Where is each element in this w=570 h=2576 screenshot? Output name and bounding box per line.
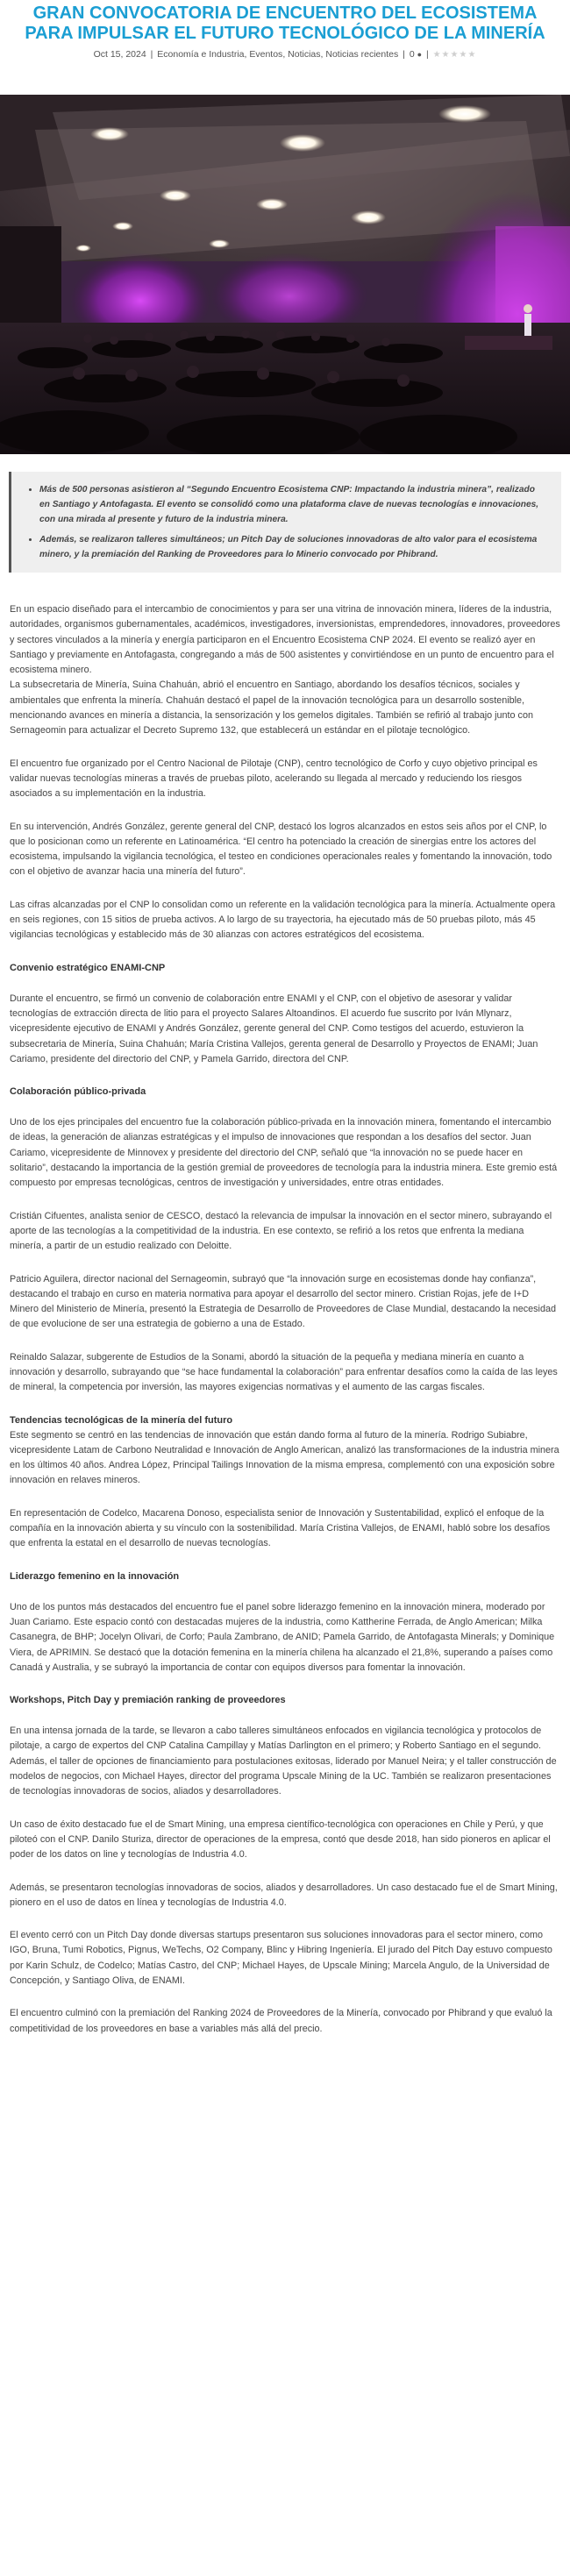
category-link-noticias[interactable]: Noticias (288, 49, 321, 60)
article-paragraph: Durante el encuentro, se firmó un convenio de colaboración entre ENAMI y el CNP, con el objetivo de asesorar y validar tecnologías de extracción directa de litio para el proyecto Salares Altoandinos. El acuerdo fue suscrito por Iván Mlynarz, vicepresidente ejecutivo de ENAMI y Andrés González, gerente general del CNP. Como testigos del acuerdo, estuvieron la subsecretaria de Minería, Suina Chahuán; María Cristina Vallejos, gerenta general de Desarrollo y Proyectos de ENAMI; Juan Cariamo, presidente del directorio del CNP, y Pamela Garrido, directora del CNP. (10, 993, 538, 1064)
category-link-economia[interactable]: Economía e Industria (157, 49, 245, 60)
article-paragraph: Cristián Cifuentes, analista senior de CESCO, destacó la relevancia de impulsar la innovación en el sector minero, subrayando el aporte de las tecnologías a la competitividad de la industria. En ese contexto, se refirió a los retos que enfrenta la mediana minería, a partir de un estudio realizado con Deloitte. (10, 1210, 552, 1252)
article-paragraph: Un caso de éxito destacado fue el de Smart Mining, una empresa científico-tecnológica con operaciones en Chile y Perú, y que piloteó con el CNP. Danilo Sturiza, director de operaciones de la empresa, contó que desde 2018, han sido pioneros en aplicar el poder de los datos on line y tecnologías de Industria 4.0. (10, 1818, 551, 1861)
article-paragraph: Uno de los ejes principales del encuentro fue la colaboración público-privada en la innovación minera, fomentando el intercambio de ideas, la generación de alianzas estratégicas y el impulso de innovaciones que respondan a los desafíos del sector. Juan Cariamo, vicepresidente de Minnovex y presidente del directorio del CNP, señaló que “la innovación no se puede hacer en solitario”, destacando la importancia de la gestión gremial de proveedores de tecnología para la industria minera. Este gremio está compuesto por empresas tecnológicas, centros de investigación y universidades, entre otras entidades. (10, 1117, 558, 1189)
highlight-item: • Además, se realizaron talleres simultáneos; un Pitch Day de soluciones innovadoras de alto valor para el ecosistema minero, y la premiación del Ranking de Proveedores para lo Minerio convocado por Phibrand. (39, 532, 545, 562)
category-link-noticias-recientes[interactable]: Noticias recientes (325, 49, 399, 60)
article-paragraph: La subsecretaria de Minería, Suina Chahuán, abrió el encuentro en Santiago, abordando los desafíos técnicos, sociales y ambientales que enfrenta la minería. Chahuán destacó el papel de la innovación tecnológica para un desarrollo sostenible, mencionando avances en minería a distancia, la sensorización y los gemelos digitales. También se refirió al trabajo junto con Sernageomin para actualizar el Decreto Supremo 132, que establecerá un estándar en el pilotaje tecnológico. (10, 680, 533, 737)
highlight-item: • Más de 500 personas asistieron al “Segundo Encuentro Ecosistema CNP: Impactando la industria minera”, realizado en Santiago y Antofagasta. El evento se consolidó como una plataforma clave de nuevas tecnologías e innovaciones, con una mirada al presente y futuro de la industria minera. (39, 482, 545, 527)
article-paragraph: Patricio Aguilera, director nacional del Sernageomin, subrayó que “la innovación surge en ecosistemas donde hay confianza”, destacando el trabajo en curso en materia normativa para apoyar el desarrollo del sector minero. Cristian Rojas, jefe de I+D Minero del Ministerio de Minería, presentó la Estrategia de Desarrollo de Proveedores de Clase Mundial, destacando la necesidad de que evolucione de ser una estrategia de gobierno a una de Estado. (10, 1273, 556, 1330)
highlights-box (9, 472, 561, 573)
article-paragraph: En su intervención, Andrés González, gerente general del CNP, destacó los logros alcanzados en estos seis años por el CNP, lo que lo posicionan como un referente en Latinoamérica. “El centro ha potenciado la creación de sinergias entre los actores del ecosistema, impulsando la vigilancia tecnológica, el testeo en condiciones operacionales reales y fomentando la innovación, todo con el objetivo de avanzar hacia una minería del futuro”. (10, 821, 552, 878)
article-paragraph: El evento cerró con un Pitch Day donde diversas startups presentaron sus soluciones innovadoras para el sector minero, como IGO, Bruna, Tumi Robotics, Pignus, WeTechs, O2 Company, Blinc y Hibring Ingeniería. El jurado del Pitch Day estuvo compuesto por Karin Schulz, de Codelco; Matías Castro, del CNP; Michael Hayes, de Upscale Mining; Marcela Angulo, de la Universidad de Concepción, y Santiago Oliva, de ENAMI. (10, 1930, 552, 1986)
page-title: GRAN CONVOCATORIA DE ENCUENTRO DEL ECOSISTEMA PARA IMPULSAR EL FUTURO TECNOLÓGICO DE LA MINERÍA (25, 4, 545, 43)
section-heading-colaboracion: Colaboración público-privada (10, 1086, 146, 1098)
article-paragraph: Uno de los puntos más destacados del encuentro fue el panel sobre liderazgo femenino en la innovación minera, moderado por Juan Cariamo. Este espacio contó con destacadas mujeres de la industria, como Kattherine Ferrada, de Anglo American; Milka Casanegra, de BHP; Jocelyn Olivari, de Corfo; Paula Zambrano, de ANID; Pamela Garrido, de Antofagasta Minerals; y Dominique Viera, de APRIMIN. Se destacó que la dotación femenina en la minería chilena ha alcanzado el 21,8%, superando a países como Canadá y Australia, y se subrayó la importancia de contar con equipos diversos para fomentar la innovación. (10, 1601, 555, 1673)
article-body (0, 602, 570, 2037)
conference-hall-photo (0, 95, 570, 454)
post-meta: Oct 15, 2024 | Economía e Industria, Eventos, Noticias, Noticias recientes | 0 ● | ★★★★★ (93, 49, 477, 60)
section-heading-liderazgo: Liderazgo femenino en la innovación (10, 1570, 180, 1582)
meta-separator: | (403, 49, 405, 60)
section-heading-tendencias: Tendencias tecnológicas de la minería del futuro (10, 1414, 233, 1426)
comment-count: 0 (409, 49, 415, 60)
article-paragraph: El encuentro culminó con la premiación del Ranking 2024 de Proveedores de la Minería, convocado por Phibrand y que evaluó la competitividad de los proveedores en base a variables más allá del precio. (10, 2008, 552, 2034)
article-paragraph: En representación de Codelco, Macarena Donoso, especialista senior de Innovación y Sustentabilidad, explicó el enfoque de la compañía en la innovación abierta y su vínculo con la sostenibilidad. María Cristina Vallejos, de ENAMI, habló sobre los desafíos que enfrenta la estatal en el desarrollo de nuevas tecnologías. (10, 1507, 551, 1549)
section-heading-enami: Convenio estratégico ENAMI-CNP (10, 962, 166, 973)
meta-separator: | (425, 49, 429, 60)
article-paragraph: En una intensa jornada de la tarde, se llevaron a cabo talleres simultáneos enfocados en vigilancia tecnológica y protocolos de pilotaje, a cargo de expertos del CNP Catalina Campillay y Matías Darlington en el primero; y Roberto Santiago en el segundo. Además, el taller de opciones de financiamiento para postulaciones exitosas, liderado por Manuel Neira; y el taller construcción de modelos de negocios, con Michael Hayes, director del programa Upscale Mining de la UC. También se realizaron presentaciones de tecnologías innovadoras de socios, aliados y desarrolladores. (10, 1726, 557, 1797)
comment-bubble-icon: ● (417, 50, 423, 59)
highlights-list (29, 482, 545, 562)
article-paragraph: Reinaldo Salazar, subgerente de Estudios de la Sonami, abordó la situación de la pequeña y mediana minería en cuanto a innovación y desarrollo, subrayando que “se hace fundamental la colaboración” para enfrentar desafíos como la caída de las leyes de mineral, la competencia por inversión, las mayores exigencias normativas y el aumento de las cargas fiscales. (10, 1351, 558, 1393)
comment-count-link[interactable] (410, 49, 422, 60)
meta-separator: | (150, 49, 153, 60)
article-paragraph: Además, se presentaron tecnologías innovadoras de socios, aliados y desarrolladores. Un caso destacado fue el de Smart Mining, pionero en el uso de datos en línea y tecnologías de Industria 4.0. (10, 1882, 558, 1908)
article-paragraph: El encuentro fue organizado por el Centro Nacional de Pilotaje (CNP), centro tecnológico de Corfo y cuyo objetivo principal es validar nuevas tecnologías mineras a través de pruebas piloto, acelerando su llegada al mercado y reduciendo los riesgos asociados a su implementación en la industria. (10, 758, 538, 800)
hero-event-image (0, 95, 570, 454)
article-paragraph: En un espacio diseñado para el intercambio de conocimientos y para ser una vitrina de innovación minera, líderes de la industria, autoridades, organismos gubernamentales, académicos, investigadores, inversionistas, emprendedores, innovadores, proveedores y sectores vinculados a la minería y energía participaron en el Encuentro Ecosistema CNP 2024. El evento se realizó ayer en Santiago y previamente en Antofagasta, congregando a más de 500 asistentes y convirtiéndose en un punto de encuentro para el ecosistema minero. (10, 604, 560, 676)
rating-stars[interactable]: ★★★★★ (432, 50, 477, 60)
category-link-eventos[interactable]: Eventos (249, 49, 283, 60)
post-date: Oct 15, 2024 (93, 49, 146, 60)
article-paragraph: Este segmento se centró en las tendencias de innovación que están dando forma al futuro de la minería. Rodrigo Subiabre, vicepresidente Latam de Carbono Neutralidad e Innovación de Anglo American, analizó las transformaciones de la industria minera en los últimos 40 años. Andrea López, Principal Tailings Innovation de la misma empresa, complementó con una exposición sobre innovación en relaves mineros. (10, 1429, 559, 1486)
section-heading-workshops: Workshops, Pitch Day y premiación ranking de proveedores (10, 1695, 286, 1706)
article-paragraph: Las cifras alcanzadas por el CNP lo consolidan como un referente en la validación tecnológica para la minería. Actualmente opera en seis regiones, con 15 sitios de prueba activos. A lo largo de su trayectoria, ha ejecutado más de 50 pruebas piloto, más 45 vigilancias tecnológicas y establecido más de 30 alianzas con actores estratégicos del ecosistema. (10, 899, 556, 941)
